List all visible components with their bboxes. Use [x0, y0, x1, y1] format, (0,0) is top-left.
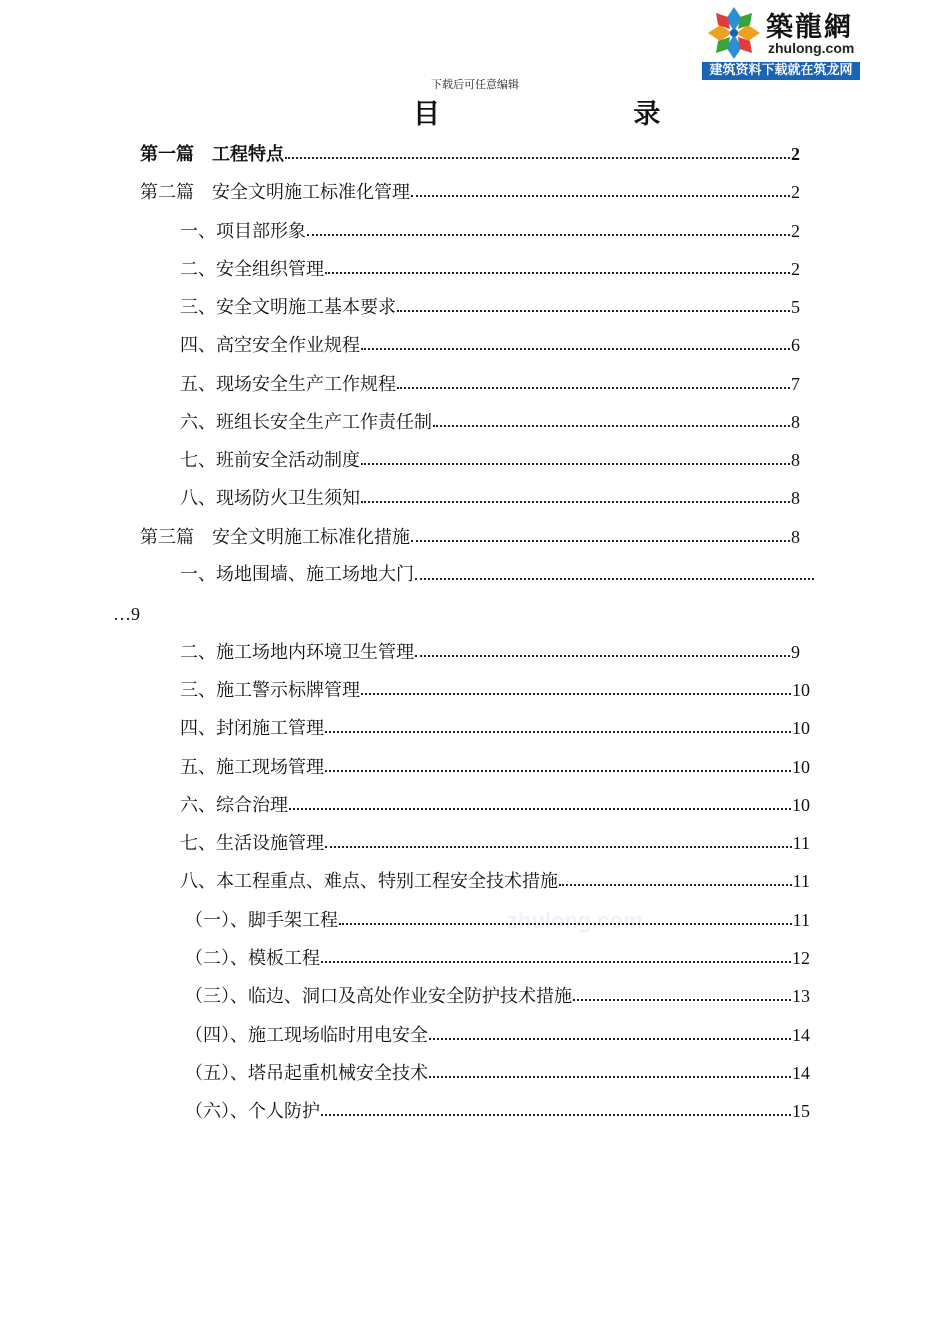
toc-leader-dots [411, 525, 790, 542]
toc-entry-page: 6 [791, 335, 800, 355]
toc-entry-page: 11 [792, 833, 810, 853]
toc-entry-label: 三、安全文明施工基本要求 [180, 297, 396, 318]
toc-leader-dots [289, 793, 791, 810]
toc-entry-page: 14 [792, 1063, 810, 1083]
toc-leader-dots [411, 180, 790, 197]
toc-entry-page: 5 [791, 297, 800, 317]
toc-entry-page: 8 [791, 488, 800, 508]
toc-entry-label: （一）、脚手架工程 [185, 910, 338, 931]
toc-leader-dots [573, 984, 791, 1001]
toc-entry[interactable] [185, 1023, 810, 1047]
toc-entry-label: 六、班组长安全生产工作责任制 [180, 412, 432, 433]
toc-leader-dots [429, 1023, 791, 1040]
toc-leader-dots [325, 755, 791, 772]
page-title: 目 录 [413, 99, 753, 130]
toc-entry[interactable] [180, 755, 810, 779]
toc-entry[interactable] [180, 295, 800, 319]
toc-wrapped-page-number: …9 [113, 604, 140, 624]
toc-entry-page: 13 [792, 986, 810, 1006]
toc-leader-dots [397, 372, 790, 389]
header-note: 下载后可任意编辑 [431, 78, 519, 91]
toc-entry-label: 五、现场安全生产工作规程 [180, 374, 396, 395]
toc-entry[interactable] [180, 333, 800, 357]
toc-entry[interactable] [180, 831, 810, 855]
toc-leader-dots [339, 908, 792, 925]
toc-entry[interactable] [140, 142, 800, 166]
toc-entry-label: 第三篇 安全文明施工标准化措施 [140, 527, 410, 548]
toc-entry-label: 五、施工现场管理 [180, 757, 324, 778]
toc-entry-page: 8 [791, 412, 800, 432]
toc-entry[interactable] [180, 869, 810, 893]
toc-entry-page: 10 [792, 718, 810, 738]
toc-entry-label: 四、高空安全作业规程 [180, 335, 360, 356]
toc-entry-page: 7 [791, 374, 800, 394]
logo-slogan: 建筑资料下载就在筑龙网 [702, 62, 860, 80]
toc-entry[interactable] [140, 180, 800, 204]
toc-entry-label: 二、安全组织管理 [180, 259, 324, 280]
toc-entry[interactable] [180, 793, 810, 817]
toc-entry-page: 2 [791, 221, 800, 241]
toc-entry-page: 9 [791, 642, 800, 662]
toc-leader-dots [361, 486, 790, 503]
toc-entry-page: 8 [791, 527, 800, 547]
toc-entry[interactable] [180, 678, 810, 702]
toc-entry-label: （五）、塔吊起重机械安全技术 [185, 1063, 428, 1084]
toc-leader-dots [325, 831, 792, 848]
zhulong-logo [702, 3, 860, 79]
toc-entry-page: 11 [792, 871, 810, 891]
toc-entry-label: 六、综合治理 [180, 795, 288, 816]
toc-entry-label: 一、项目部形象 [180, 221, 306, 242]
toc-entry[interactable] [180, 410, 800, 434]
logo-top [702, 3, 860, 62]
toc-entry-label: 第二篇 安全文明施工标准化管理 [140, 182, 410, 203]
zhulong-snowflake-icon [704, 5, 764, 61]
toc-leader-dots [361, 448, 790, 465]
toc-leader-dots [361, 678, 791, 695]
toc-entry-label: 四、封闭施工管理 [180, 718, 324, 739]
toc-entry-label: 三、施工警示标牌管理 [180, 680, 360, 701]
toc-leader-dots [429, 1061, 791, 1078]
toc-entry[interactable] [185, 908, 810, 932]
toc-entry-page: 11 [792, 910, 810, 930]
toc-entry-label: （二）、模板工程 [185, 948, 320, 969]
toc-entry[interactable] [180, 563, 815, 587]
toc-leader-dots [397, 295, 790, 312]
toc-entry-label: 七、班前安全活动制度 [180, 450, 360, 471]
toc-leader-dots [325, 716, 791, 733]
toc-entry[interactable] [180, 448, 800, 472]
toc-leader-dots [415, 563, 814, 580]
toc-entry-label: 第一篇 工程特点 [140, 144, 284, 165]
toc-entry-page: 14 [792, 1025, 810, 1045]
toc-leader-dots [433, 410, 790, 427]
toc-leader-dots [361, 333, 790, 350]
toc-entry[interactable] [180, 257, 800, 281]
toc-leader-dots [307, 219, 790, 236]
toc-leader-dots [285, 142, 790, 159]
toc-leader-dots [415, 640, 790, 657]
toc-entry-page: 10 [792, 795, 810, 815]
toc-entry-page: 15 [792, 1101, 810, 1121]
toc-leader-dots [325, 257, 790, 274]
toc-entry-label: （三）、临边、洞口及高处作业安全防护技术措施 [185, 986, 572, 1007]
watermark: zhulong.com [507, 908, 643, 933]
toc-entry-label: 七、生活设施管理 [180, 833, 324, 854]
toc-entry-page: 8 [791, 450, 800, 470]
toc-entry-label: 一、场地围墙、施工场地大门 [180, 564, 414, 585]
toc-entry[interactable] [180, 219, 800, 243]
toc-entry[interactable] [180, 640, 800, 664]
toc-leader-dots [321, 1099, 791, 1116]
logo-chinese-name: 築龍網 [766, 12, 853, 43]
toc-entry-page: 2 [791, 144, 800, 164]
toc-entry[interactable] [180, 716, 810, 740]
toc-entry-label: 八、现场防火卫生须知 [180, 488, 360, 509]
toc-entry[interactable] [185, 946, 810, 970]
logo-domain: zhulong.com [768, 40, 855, 56]
toc-entry-label: 八、本工程重点、难点、特别工程安全技术措施 [180, 871, 558, 892]
toc-leader-dots [321, 946, 791, 963]
toc-entry[interactable] [140, 525, 800, 549]
toc-entry[interactable] [180, 486, 800, 510]
toc-entry[interactable] [185, 1099, 810, 1123]
toc-entry[interactable] [185, 984, 810, 1008]
toc-entry[interactable] [180, 372, 800, 396]
toc-entry-page: 10 [792, 757, 810, 777]
toc-entry-page: 2 [791, 182, 800, 202]
toc-entry-page: 10 [792, 680, 810, 700]
toc-entry-label: 二、施工场地内环境卫生管理 [180, 642, 414, 663]
toc-entry-page: 12 [792, 948, 810, 968]
toc-entry-label: （六）、个人防护 [185, 1101, 320, 1122]
toc-entry[interactable] [185, 1061, 810, 1085]
toc-entry-page: 2 [791, 259, 800, 279]
toc-entry-label: （四）、施工现场临时用电安全 [185, 1025, 428, 1046]
toc-leader-dots [559, 869, 792, 886]
